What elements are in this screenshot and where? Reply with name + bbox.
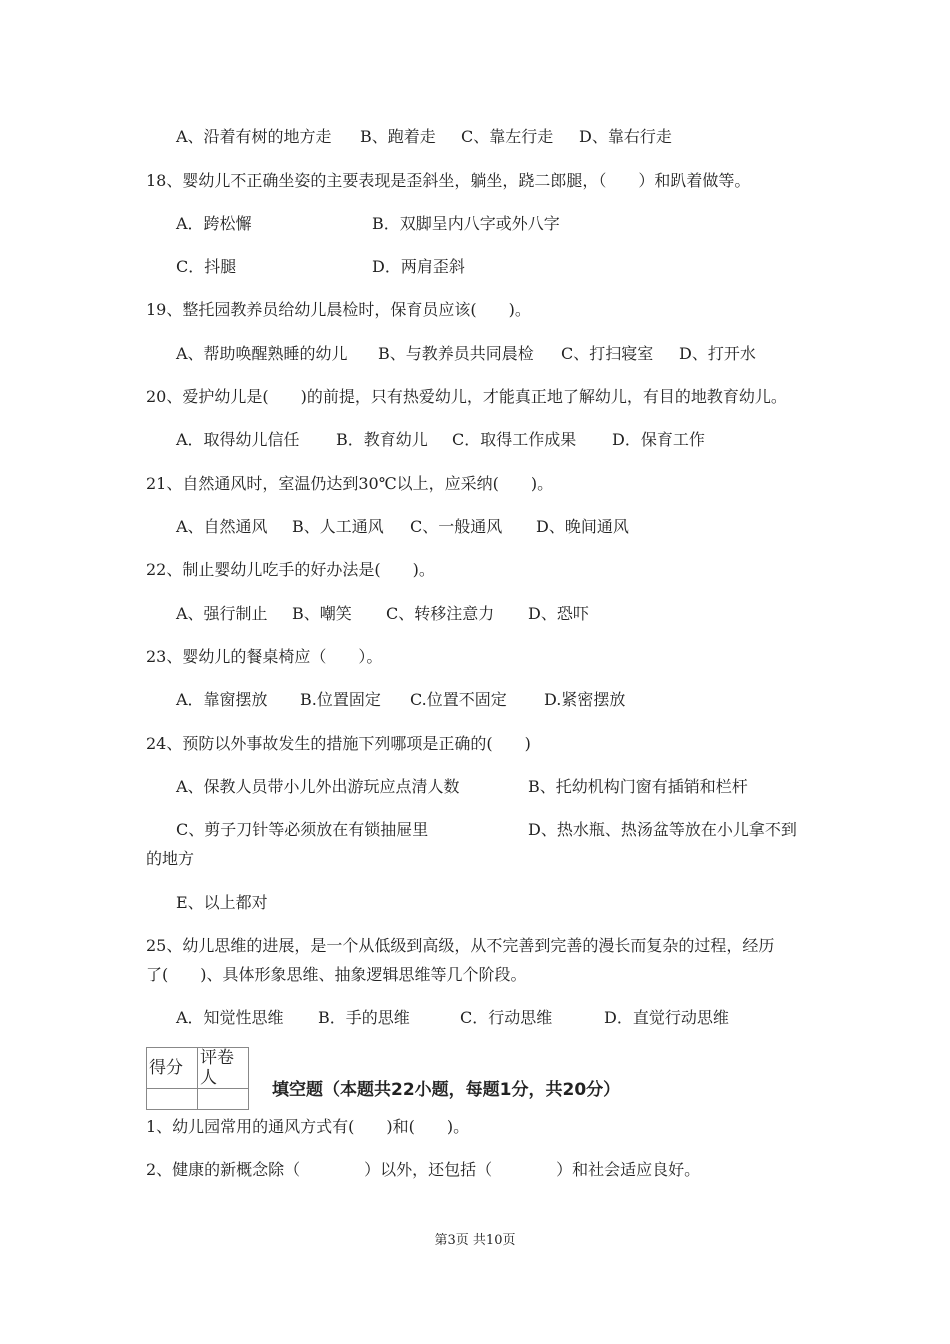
q18-option-c: C．抖腿	[176, 257, 237, 276]
grader-header: 评卷人	[198, 1048, 249, 1089]
q24-option-e: E、以上都对	[176, 893, 268, 912]
fill-question-2: 2、健康的新概念除（ ）以外，还包括（ ）和社会适应良好。	[146, 1160, 701, 1179]
q21-option-d: D、晚间通风	[536, 517, 629, 536]
q24-stem: 24、预防以外事故发生的措施下列哪项是正确的( )	[146, 734, 531, 753]
q20-option-c: C．取得工作成果	[452, 430, 577, 449]
fill-question-1: 1、幼儿园常用的通风方式有( )和( )。	[146, 1117, 470, 1136]
q18-option-b: B．双脚呈内八字或外八字	[372, 214, 560, 233]
score-cell[interactable]	[147, 1089, 198, 1110]
q19-option-c: C、打扫寝室	[561, 344, 654, 363]
q25-option-b: B．手的思维	[318, 1008, 410, 1027]
q24-option-c: C、剪子刀针等必须放在有锁抽屉里	[176, 820, 429, 839]
grader-cell[interactable]	[198, 1089, 249, 1110]
q19-option-d: D、打开水	[679, 344, 756, 363]
q20-option-a: A．取得幼儿信任	[176, 430, 300, 449]
q25-option-c: C．行动思维	[460, 1008, 553, 1027]
q21-option-c: C、一般通风	[410, 517, 503, 536]
score-table	[146, 1047, 249, 1110]
q19-stem: 19、整托园教养员给幼儿晨检时，保育员应该( )。	[146, 300, 531, 319]
q22-option-b: B、嘲笑	[292, 604, 352, 623]
q21-option-b: B、人工通风	[292, 517, 384, 536]
q17-option-c: C、靠左行走	[461, 127, 554, 146]
q25-stem-line1: 25、幼儿思维的进展，是一个从低级到高级，从不完善到完善的漫长而复杂的过程，经历	[146, 936, 775, 955]
q22-option-d: D、恐吓	[528, 604, 589, 623]
q25-option-d: D．直觉行动思维	[604, 1008, 729, 1027]
q19-option-b: B、与教养员共同晨检	[378, 344, 534, 363]
q19-option-a: A、帮助唤醒熟睡的幼儿	[176, 344, 348, 363]
q23-option-b: B.位置固定	[300, 690, 381, 709]
q20-option-b: B．教育幼儿	[336, 430, 428, 449]
page-footer: 第3页 共10页	[434, 1233, 516, 1248]
q24-option-b: B、托幼机构门窗有插销和栏杆	[528, 777, 748, 796]
q23-option-c: C.位置不固定	[410, 690, 507, 709]
score-header: 得分	[147, 1048, 198, 1089]
q18-stem: 18、婴幼儿不正确坐姿的主要表现是歪斜坐，躺坐，跷二郎腿，（ ）和趴着做等。	[146, 171, 751, 190]
q17-option-b: B、跑着走	[360, 127, 436, 146]
q25-option-a: A．知觉性思维	[176, 1008, 284, 1027]
q23-option-d: D.紧密摆放	[544, 690, 626, 709]
q24-option-d: D、热水瓶、热汤盆等放在小儿拿不到	[528, 820, 797, 839]
q23-stem: 23、婴幼儿的餐桌椅应（ ）。	[146, 647, 383, 666]
q17-option-d: D、靠右行走	[579, 127, 672, 146]
q21-option-a: A、自然通风	[176, 517, 268, 536]
q22-option-a: A、强行制止	[176, 604, 268, 623]
q18-option-a: A．跨松懈	[176, 214, 252, 233]
q21-stem: 21、自然通风时，室温仍达到30℃以上，应采纳( )。	[146, 474, 554, 493]
q25-stem-line2: 了( )、具体形象思维、抽象逻辑思维等几个阶段。	[146, 965, 527, 984]
q23-option-a: A．靠窗摆放	[176, 690, 268, 709]
q24-option-a: A、保教人员带小儿外出游玩应点清人数	[176, 777, 460, 796]
section-title: 填空题（本题共22小题，每题1分，共20分）	[272, 1080, 621, 1100]
q24-option-d-continued: 的地方	[146, 849, 195, 868]
q20-option-d: D．保育工作	[612, 430, 705, 449]
q22-option-c: C、转移注意力	[386, 604, 495, 623]
q18-option-d: D．两肩歪斜	[372, 257, 465, 276]
q17-option-a: A、沿着有树的地方走	[176, 127, 332, 146]
q20-stem: 20、爱护幼儿是( )的前提，只有热爱幼儿，才能真正地了解幼儿，有目的地教育幼儿。	[146, 387, 787, 406]
q22-stem: 22、制止婴幼儿吃手的好办法是( )。	[146, 560, 435, 579]
